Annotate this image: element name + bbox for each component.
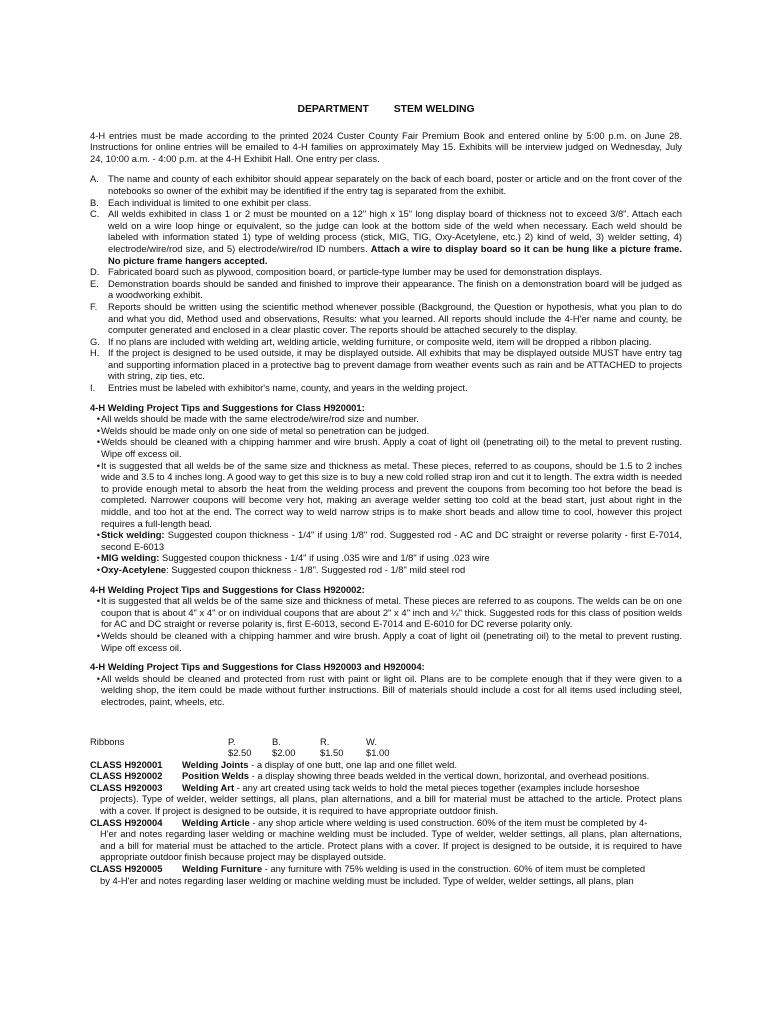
rule-marker: H. (90, 347, 100, 359)
ribbon-place: B. (272, 735, 281, 747)
bullet-icon: • (96, 595, 100, 607)
list-item-text (101, 564, 682, 576)
ribbon-price: $2.00 (272, 747, 296, 759)
class-text (182, 782, 682, 794)
rule-text: The name and county of each exhibitor should appear separately on the back of each board, poster or article and on the front cover of the notebooks so owner of the exhibit may be identified if the entry tag is separated from the exhibit. (108, 173, 682, 196)
rule-item (90, 301, 682, 336)
rule-marker: D. (90, 266, 100, 278)
page-title (90, 104, 682, 116)
list-item (90, 425, 682, 437)
rule-text (108, 208, 682, 266)
ribbon-place: R. (320, 735, 330, 747)
list-item-body: : Suggested coupon thickness - 1/8". Suggested rod - 1/8" mild steel rod (166, 563, 466, 575)
document-page (90, 104, 682, 886)
class-number: CLASS H920001 (90, 758, 163, 770)
rule-marker: A. (90, 173, 99, 185)
list-item-lead: MIG welding: (101, 552, 160, 564)
bullet-icon: • (96, 563, 100, 575)
class-number: CLASS H920002 (90, 770, 163, 782)
list-item (90, 460, 682, 530)
list-item (90, 552, 682, 564)
section-heading-h920002: 4-H Welding Project Tips and Suggestions for Class H920002: (90, 583, 365, 595)
section-heading-h920001: 4-H Welding Project Tips and Suggestions for Class H920001: (90, 401, 365, 413)
class-title: Welding Art (182, 781, 235, 793)
ribbon-price: $1.50 (320, 747, 344, 759)
bullet-icon: • (96, 629, 100, 641)
class-title: Welding Article (182, 816, 250, 828)
class-title: Welding Furniture (182, 863, 263, 875)
class-description: - any shop article where welding is used construction. 60% of the item must be completed by 4- (249, 816, 648, 828)
class-number: CLASS H920005 (90, 863, 163, 875)
class-text (182, 863, 682, 875)
rule-item (90, 266, 682, 278)
rule-text: If no plans are included with welding art, welding article, welding furniture, or composite weld, item will be dropped a ribbon placing. (108, 335, 652, 347)
class-number: CLASS H920003 (90, 781, 163, 793)
ribbon-price: $2.50 (228, 747, 252, 759)
class-text (182, 817, 682, 829)
tips-list-h920001 (90, 413, 682, 575)
class-title: Welding Joints (182, 758, 249, 770)
rule-text: Demonstration boards should be sanded and finished to improve their appearance. The finish on a demonstration board will be judged as a woodworking exhibit. (108, 277, 682, 301)
rule-marker: B. (90, 196, 99, 208)
class-description: - any furniture with 75% welding is used in the construction. 60% of item must be completed (262, 863, 646, 875)
class-list (90, 759, 682, 887)
list-item-text (101, 552, 682, 564)
class-description: - a display showing three beads welded in the vertical down, horizontal, and overhead positions. (249, 770, 650, 782)
rule-marker: C. (90, 208, 100, 220)
list-item (90, 564, 682, 576)
list-item-text: All welds should be cleaned and protected from rust with paint or light oil. Plans are to be complete enough that if they were given to a welding shop, the item could be made without further instructions. Bill of materials should include a cost for all items used including steel, electrodes, paint, wheels, etc. (101, 672, 682, 707)
rule-marker: G. (90, 335, 100, 347)
class-row-h920005 (90, 863, 682, 875)
tips-list-h920003 (90, 673, 682, 708)
list-item-body: Suggested coupon thickness - 1/4" if using .035 wire and 1/8" if using .023 wire (159, 552, 490, 564)
list-item-text (101, 529, 682, 552)
class-description: - any art created using tack welds to hold the metal pieces together (examples include horseshoe (234, 781, 640, 793)
class-description-continued: projects). Type of welder, welder settings, all plans, plan alternations, and a bill for material must be attached to the article. Protect plans with a cover. If project is designed to be outside, it is required to have appropriate outdoor finish. (100, 793, 682, 817)
rule-text: Each individual is limited to one exhibit per class. (108, 196, 312, 208)
rule-text: Reports should be written using the scientific method whenever possible (Background, the Question or hypothesis, what you plan to do and what you did, Method used and observations, Results: what you learned. All reports should include the 4-H'er name and county, be computer generated and enclosed in a clear plastic cover. The reports should be attached securely to the display. (108, 300, 682, 336)
list-item (90, 413, 682, 425)
class-row-h920002 (90, 770, 682, 782)
class-number: CLASS H920004 (90, 816, 163, 828)
rule-item (90, 208, 682, 266)
bullet-icon: • (96, 413, 100, 425)
list-item (90, 529, 682, 552)
rule-text-bold: Attach a wire to display board so it can be hung like a picture frame. No picture frame hangers accepted. (108, 242, 682, 266)
class-text (182, 770, 682, 782)
rule-item (90, 347, 682, 382)
rule-item (90, 336, 682, 348)
tips-list-h920002 (90, 595, 682, 653)
list-item-text: Welds should be cleaned with a chipping hammer and wire brush. Apply a coat of light oil (penetrating oil) to the metal to prevent rusting. Wipe off excess oil. (101, 629, 682, 653)
rule-text-main: All welds exhibited in class 1 or 2 must be mounted on a 12" high x 15" long display board of thickness not to exceed 3/8". Attach each weld on a wire loop hinge or equivalent, so the judge can look at the bottom side of the weld when necessary. Each weld should be labeled with information stated 1) type of welding process (stick, MIG, TIG, Oxy-Acetylene, etc.) 2) kind of weld, 3) welder setting, 4) electrode/wire/rod size, and 5) electrode/wire/rod ID numbers. (108, 208, 682, 254)
ribbon-place: W. (366, 735, 377, 747)
ribbon-price: $1.00 (366, 747, 390, 759)
ribbons-label: Ribbons (90, 735, 125, 747)
ribbons-spacer (90, 747, 228, 759)
rule-text: Entries must be labeled with exhibitor's name, county, and years in the welding project. (108, 382, 468, 394)
list-item (90, 436, 682, 459)
class-row-h920001 (90, 759, 682, 771)
list-item (90, 673, 682, 708)
class-row-h920004 (90, 817, 682, 829)
rule-marker: F. (90, 300, 98, 312)
department-name: STEM WELDING (393, 104, 475, 115)
rule-item (90, 197, 682, 209)
list-item (90, 630, 682, 653)
list-item-lead: Stick welding: (101, 529, 165, 541)
bullet-icon: • (96, 436, 100, 448)
list-item-text: It is suggested that all welds be of the same size and thickness of metal. These pieces are referred to as coupons. The welds can be on one coupon that is about 4" x 4" or on individual coupons that are about 2" x 4" inch and ¼" thick. Suggested rods for this class of position welds for AC and DC straight or reverse polarity is, first E-6013, second E-7014 and E-6010 for DC reverse polarity only. (101, 595, 682, 630)
department-label: DEPARTMENT (297, 104, 369, 115)
ribbons-table (90, 736, 682, 759)
bullet-icon: • (96, 459, 100, 471)
rules-list (90, 173, 682, 393)
rule-marker: I. (90, 382, 96, 394)
bullet-icon: • (96, 552, 100, 564)
list-item (90, 595, 682, 630)
list-item-text: Welds should be cleaned with a chipping hammer and wire brush. Apply a coat of light oil (penetrating oil) to the metal to prevent rusting. Wipe off excess oil. (101, 436, 682, 460)
section-heading-h920003-h920004: 4-H Welding Project Tips and Suggestions for Class H920003 and H920004: (90, 661, 425, 673)
class-description-continued: H'er and notes regarding laser welding or machine welding must be included. Type of welder, welder settings, all plans, plan alternations, and a bill for material must be attached to the article. Protect plans with a cover. If project is designed to be outside, it is required to have appropriate outdoor finish because project may be displayed outside. (100, 828, 682, 863)
ribbon-place: P. (228, 735, 236, 747)
list-item-text: It is suggested that all welds be of the same size and thickness as metal. These pieces, referred to as coupons, should be 1.5 to 2 inches wide and 3.5 to 4 inches long. A good way to get this size is to buy a new cold rolled strap iron and cut it to length. The extra width is needed to provide enough metal to absorb the heat from the welding process and prevent the coupons from becoming too hot before the bead is completed. Narrower coupons will become very hot, making an average welder setting too cold at the bead start, just about right in the middle, and too hot at the end. The correct way to weld narrow strips is to make short beads and allow time to cool, however this project requires a full-length bead. (101, 459, 682, 529)
list-item-body: Suggested coupon thickness - 1/4" if using 1/8" rod. Suggested rod - AC and DC straight or reverse polarity - first E-7014, second E-6013 (101, 529, 683, 552)
class-description-continued: by 4-H'er and notes regarding laser welding or machine welding must be included. Type of welder, welder settings, all plans, plan (100, 874, 634, 886)
rule-item (90, 278, 682, 301)
class-text (182, 759, 682, 771)
rule-item (90, 173, 682, 196)
list-item-text: Welds should be made only on one side of metal so penetration can be judged. (101, 424, 430, 436)
rule-item (90, 382, 682, 394)
bullet-icon: • (96, 672, 100, 684)
class-title: Position Welds (182, 770, 250, 782)
class-row-h920003 (90, 782, 682, 794)
intro-paragraph: 4-H entries must be made according to the printed 2024 Custer County Fair Premium Book and entered online by 5:00 p.m. on June 28. Instructions for online entries will be emailed to 4-H families on approximately May 15. Exhibits will be interview judged on Wednesday, July 24, 10:00 a.m. - 4:00 p.m. at the 4-H Exhibit Hall. One entry per class. (90, 129, 682, 164)
rule-text: If the project is designed to be used outside, it may be displayed outside. All exhibits that may be displayed outside MUST have entry tag and supporting information placed in a protective bag to prevent damage from weather events such as rain and be ATTACHED to projects with string, zip ties, etc. (108, 347, 682, 382)
bullet-icon: • (96, 529, 100, 541)
list-item-text: All welds should be made with the same electrode/wire/rod size and number. (101, 413, 419, 425)
rule-marker: E. (90, 277, 99, 289)
bullet-icon: • (96, 424, 100, 436)
rule-text: Fabricated board such as plywood, composition board, or particle-type lumber may be used for demonstration displays. (108, 266, 603, 278)
list-item-lead: Oxy-Acetylene (101, 563, 167, 575)
class-description: - a display of one butt, one lap and one fillet weld. (248, 758, 457, 770)
